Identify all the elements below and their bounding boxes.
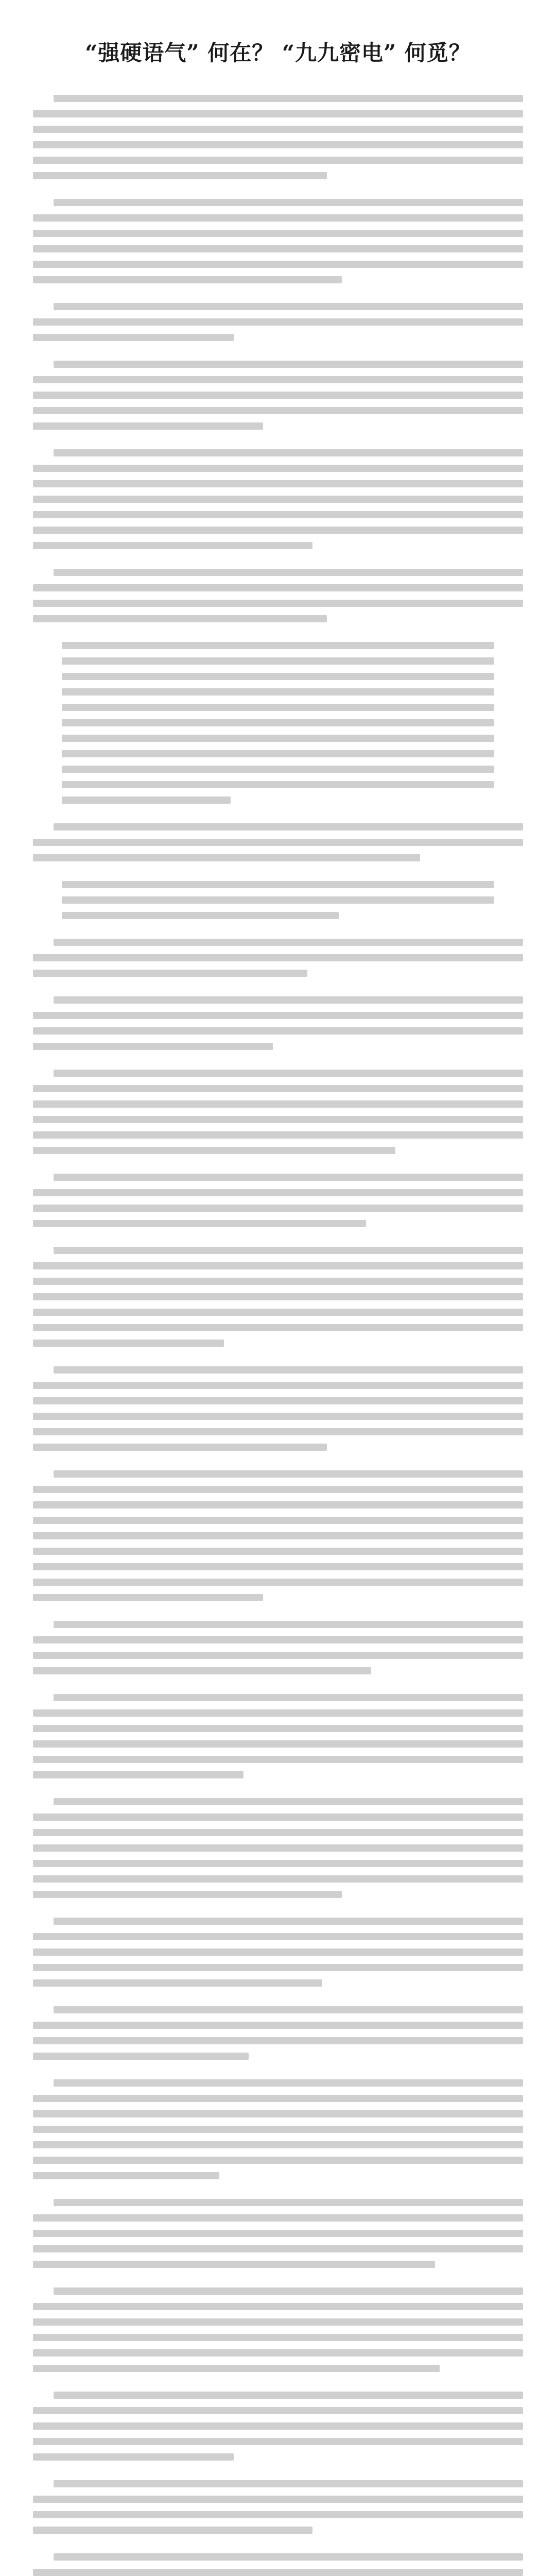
text-line-placeholder: [33, 1243, 523, 1258]
text-line-placeholder: [33, 850, 523, 866]
text-line-placeholder: [33, 1871, 523, 1887]
text-line-placeholder: [33, 1023, 523, 1039]
text-line-placeholder: [33, 1913, 523, 1929]
body-paragraph: [62, 638, 494, 808]
text-line-placeholder: [33, 106, 523, 122]
text-line-placeholder: [33, 819, 523, 835]
text-line-placeholder: [33, 2449, 523, 2465]
text-line-placeholder: [33, 1929, 523, 1944]
body-paragraph: [33, 195, 523, 287]
text-line-placeholder: [33, 1794, 523, 1809]
text-line-placeholder: [33, 1648, 523, 1663]
text-line-placeholder: [33, 2434, 523, 2449]
text-line-placeholder: [33, 330, 523, 345]
text-line-placeholder: [33, 1960, 523, 1975]
text-line-placeholder: [33, 152, 523, 168]
text-line-placeholder: [33, 2549, 523, 2565]
body-paragraph: [33, 2283, 523, 2376]
text-line-placeholder: [33, 1809, 523, 1825]
body-paragraph: [33, 1362, 523, 1455]
text-line-placeholder: [33, 1335, 523, 1351]
text-line-placeholder: [33, 2048, 523, 2064]
text-line-placeholder: [62, 731, 494, 746]
text-line-placeholder: [33, 2330, 523, 2345]
text-line-placeholder: [33, 314, 523, 330]
text-line-placeholder: [33, 1482, 523, 1497]
text-line-placeholder: [33, 2299, 523, 2314]
text-line-placeholder: [33, 1559, 523, 1574]
text-line-placeholder: [33, 992, 523, 1008]
text-line-placeholder: [33, 1632, 523, 1648]
body-paragraph: [33, 2195, 523, 2272]
text-line-placeholder: [33, 2476, 523, 2492]
article-body: [33, 91, 523, 2576]
text-line-placeholder: [33, 1439, 523, 1455]
text-line-placeholder: [33, 445, 523, 461]
text-line-placeholder: [33, 1127, 523, 1143]
text-line-placeholder: [33, 387, 523, 403]
text-line-placeholder: [62, 877, 494, 892]
text-line-placeholder: [33, 1362, 523, 1378]
text-line-placeholder: [33, 580, 523, 596]
body-paragraph: [33, 935, 523, 981]
text-line-placeholder: [33, 950, 523, 965]
text-line-placeholder: [33, 1081, 523, 1096]
text-line-placeholder: [33, 1752, 523, 1767]
text-line-placeholder: [33, 1393, 523, 1409]
text-line-placeholder: [33, 122, 523, 137]
body-paragraph: [33, 1243, 523, 1351]
text-line-placeholder: [33, 2283, 523, 2299]
text-line-placeholder: [33, 418, 523, 434]
text-line-placeholder: [33, 1320, 523, 1335]
text-line-placeholder: [33, 2387, 523, 2403]
text-line-placeholder: [33, 2418, 523, 2434]
text-line-placeholder: [33, 611, 523, 626]
body-paragraph: [33, 819, 523, 866]
text-line-placeholder: [33, 1944, 523, 1960]
text-line-placeholder: [33, 2257, 523, 2272]
text-line-placeholder: [33, 1409, 523, 1424]
text-line-placeholder: [62, 892, 494, 908]
body-paragraph: [33, 445, 523, 553]
text-line-placeholder: [33, 1975, 523, 1991]
text-line-placeholder: [62, 908, 494, 923]
text-line-placeholder: [33, 2345, 523, 2361]
body-paragraph: [33, 2387, 523, 2465]
text-line-placeholder: [33, 1574, 523, 1590]
text-line-placeholder: [33, 2226, 523, 2241]
text-line-placeholder: [33, 596, 523, 611]
text-line-placeholder: [33, 137, 523, 152]
text-line-placeholder: [33, 1840, 523, 1856]
body-paragraph: [33, 299, 523, 345]
text-line-placeholder: [33, 2492, 523, 2507]
text-line-placeholder: [33, 1663, 523, 1679]
text-line-placeholder: [33, 1513, 523, 1528]
text-line-placeholder: [33, 461, 523, 476]
body-paragraph: [33, 2549, 523, 2576]
text-line-placeholder: [33, 210, 523, 226]
text-line-placeholder: [33, 2403, 523, 2418]
text-line-placeholder: [33, 1856, 523, 1871]
text-line-placeholder: [33, 1736, 523, 1752]
text-line-placeholder: [33, 2565, 523, 2576]
text-line-placeholder: [33, 1143, 523, 1158]
text-line-placeholder: [62, 761, 494, 777]
body-paragraph: [33, 1690, 523, 1783]
body-paragraph: [33, 1794, 523, 1902]
body-paragraph: [33, 1617, 523, 1679]
text-line-placeholder: [33, 1008, 523, 1023]
text-line-placeholder: [33, 1274, 523, 1289]
body-paragraph: [33, 357, 523, 434]
text-line-placeholder: [33, 1289, 523, 1304]
text-line-placeholder: [33, 1200, 523, 1216]
body-paragraph: [33, 992, 523, 1054]
text-line-placeholder: [33, 403, 523, 418]
body-paragraph: [33, 565, 523, 626]
text-line-placeholder: [33, 2153, 523, 2168]
text-line-placeholder: [33, 1705, 523, 1721]
text-line-placeholder: [33, 2091, 523, 2106]
text-line-placeholder: [33, 1617, 523, 1632]
text-line-placeholder: [33, 91, 523, 106]
text-line-placeholder: [33, 2361, 523, 2376]
text-line-placeholder: [33, 372, 523, 387]
text-line-placeholder: [33, 357, 523, 372]
body-paragraph: [33, 2476, 523, 2538]
body-paragraph: [33, 1913, 523, 1991]
text-line-placeholder: [62, 700, 494, 715]
text-line-placeholder: [33, 1887, 523, 1902]
text-line-placeholder: [62, 777, 494, 792]
text-line-placeholder: [62, 746, 494, 761]
body-paragraph: [33, 1065, 523, 1158]
text-line-placeholder: [33, 1825, 523, 1840]
text-line-placeholder: [33, 226, 523, 241]
text-line-placeholder: [33, 1216, 523, 1231]
text-line-placeholder: [33, 1721, 523, 1736]
text-line-placeholder: [33, 1170, 523, 1185]
text-line-placeholder: [33, 1065, 523, 1081]
body-paragraph: [33, 2002, 523, 2064]
text-line-placeholder: [33, 299, 523, 314]
text-line-placeholder: [33, 2033, 523, 2048]
text-line-placeholder: [33, 2106, 523, 2122]
text-line-placeholder: [33, 2210, 523, 2226]
text-line-placeholder: [33, 965, 523, 981]
text-line-placeholder: [33, 257, 523, 272]
text-line-placeholder: [33, 1185, 523, 1200]
text-line-placeholder: [33, 2075, 523, 2091]
text-line-placeholder: [33, 507, 523, 522]
text-line-placeholder: [33, 1590, 523, 1605]
text-line-placeholder: [62, 669, 494, 684]
body-paragraph: [33, 1466, 523, 1605]
text-line-placeholder: [33, 1767, 523, 1783]
text-line-placeholder: [33, 538, 523, 553]
text-line-placeholder: [33, 1039, 523, 1054]
body-paragraph: [33, 1170, 523, 1231]
text-line-placeholder: [62, 653, 494, 669]
text-line-placeholder: [33, 1690, 523, 1705]
text-line-placeholder: [33, 1378, 523, 1393]
text-line-placeholder: [33, 1544, 523, 1559]
text-line-placeholder: [33, 1112, 523, 1127]
text-line-placeholder: [33, 492, 523, 507]
text-line-placeholder: [33, 935, 523, 950]
text-line-placeholder: [33, 2018, 523, 2033]
document-title: “强硬语气” 何在？ “九九密电” 何觅？: [85, 40, 471, 65]
text-line-placeholder: [33, 195, 523, 210]
text-line-placeholder: [33, 1304, 523, 1320]
text-line-placeholder: [33, 2314, 523, 2330]
text-line-placeholder: [33, 168, 523, 183]
text-line-placeholder: [33, 2002, 523, 2018]
text-line-placeholder: [62, 792, 494, 808]
text-line-placeholder: [33, 565, 523, 580]
text-line-placeholder: [33, 835, 523, 850]
body-paragraph: [33, 2075, 523, 2183]
text-line-placeholder: [33, 2168, 523, 2183]
text-line-placeholder: [33, 1466, 523, 1482]
text-line-placeholder: [33, 1528, 523, 1544]
text-line-placeholder: [62, 638, 494, 653]
text-line-placeholder: [33, 1258, 523, 1274]
text-line-placeholder: [62, 684, 494, 700]
text-line-placeholder: [33, 241, 523, 257]
text-line-placeholder: [33, 1096, 523, 1112]
text-line-placeholder: [62, 715, 494, 731]
text-line-placeholder: [33, 522, 523, 538]
text-line-placeholder: [33, 1424, 523, 1439]
text-line-placeholder: [33, 1497, 523, 1513]
text-line-placeholder: [33, 2241, 523, 2257]
body-paragraph: [62, 877, 494, 923]
body-paragraph: [33, 91, 523, 183]
text-line-placeholder: [33, 2122, 523, 2137]
text-line-placeholder: [33, 2137, 523, 2153]
text-line-placeholder: [33, 2507, 523, 2522]
text-line-placeholder: [33, 476, 523, 492]
text-line-placeholder: [33, 2195, 523, 2210]
text-line-placeholder: [33, 2522, 523, 2538]
text-line-placeholder: [33, 272, 523, 287]
